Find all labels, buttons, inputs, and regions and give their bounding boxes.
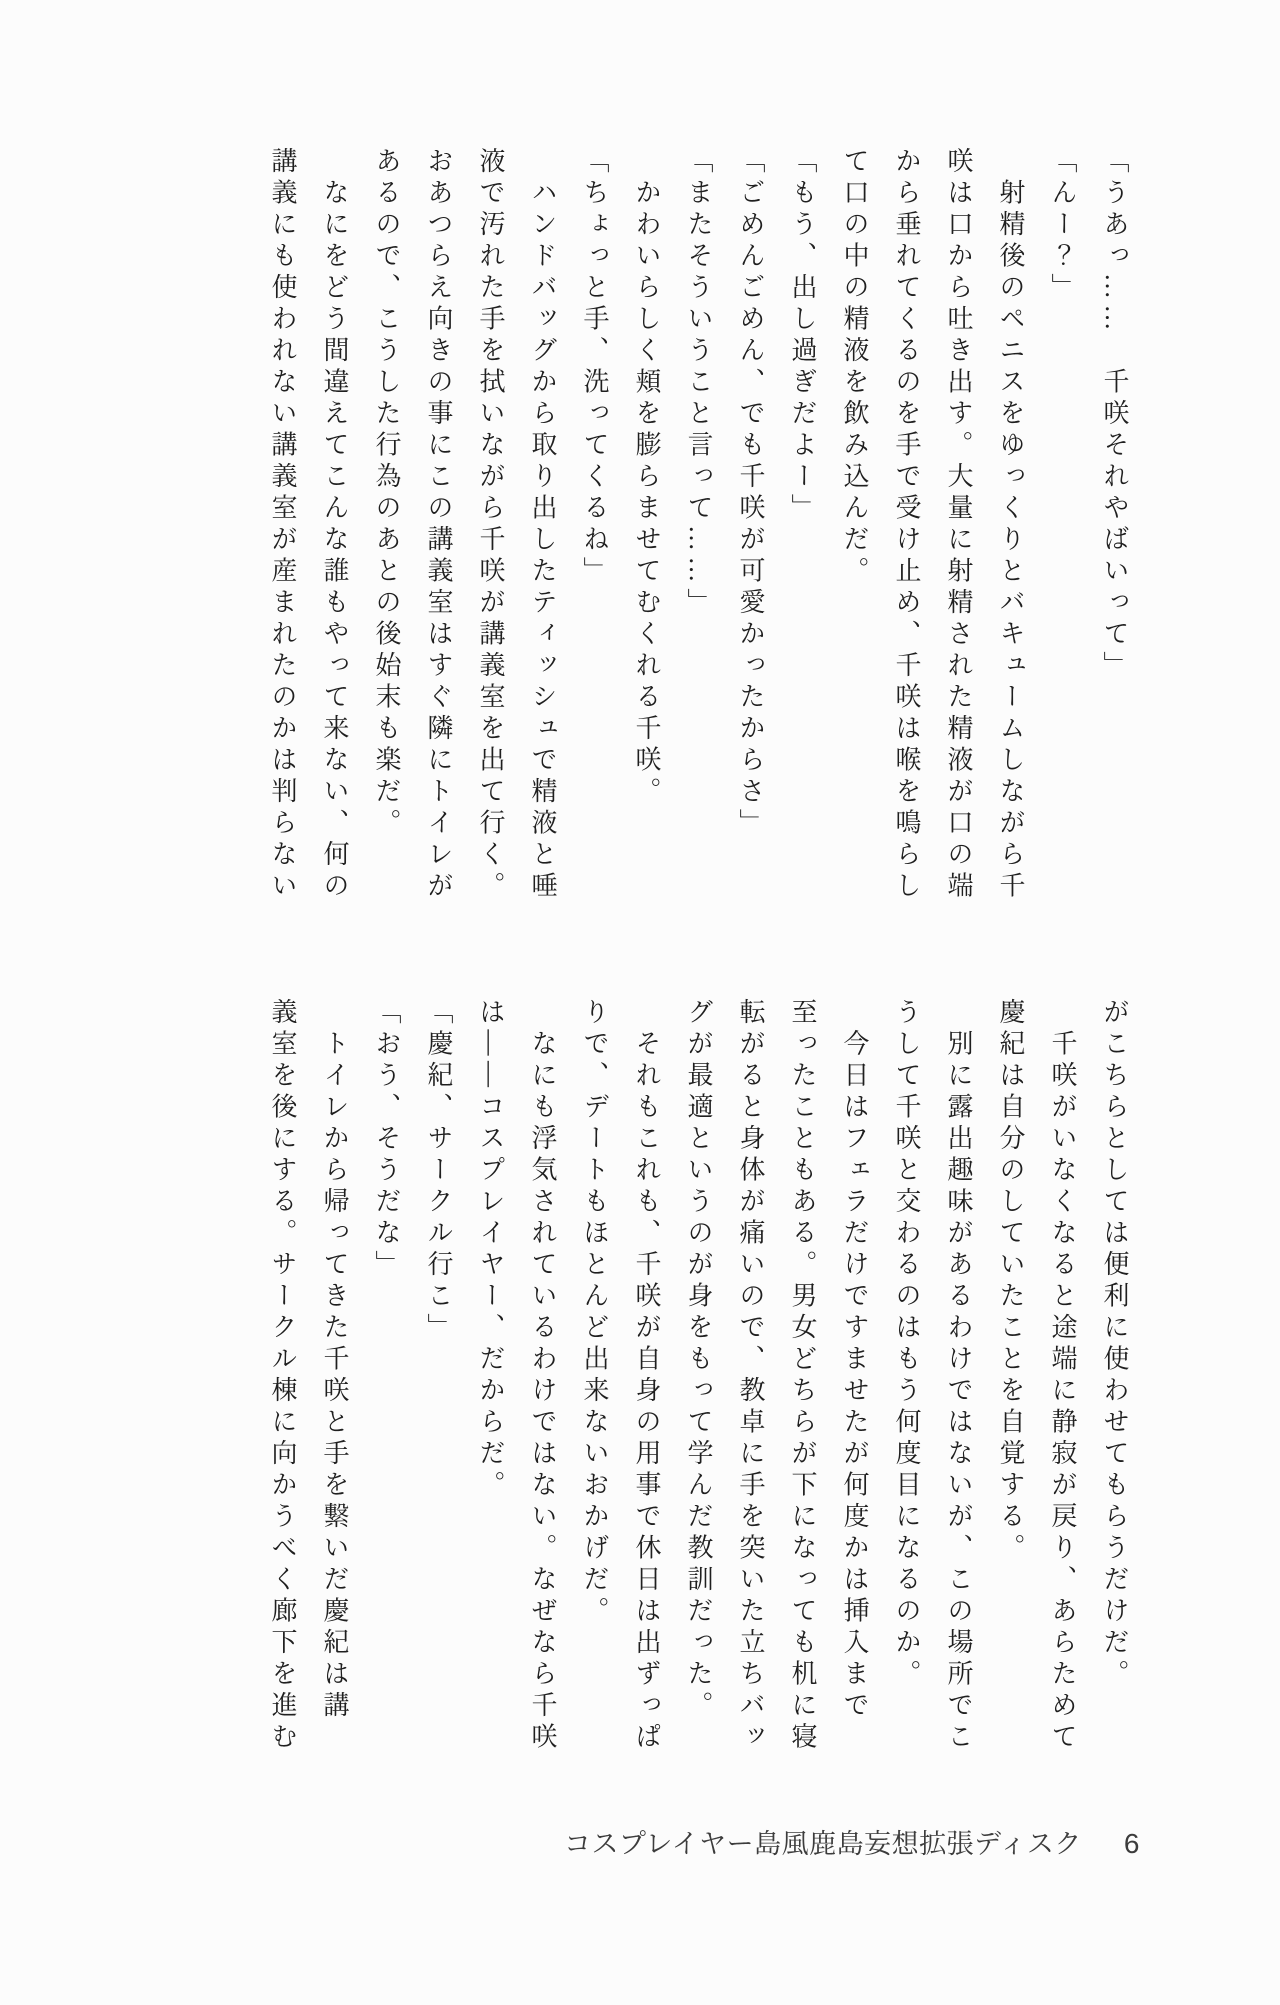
footer-work-title: コスプレイヤー島風鹿島妄想拡張ディスク <box>564 1829 1082 1859</box>
text-column: 「うあっ…… 千咲それやばいって」 <box>1100 147 1129 683</box>
footer-page-number: 6 <box>1123 1828 1140 1859</box>
text-column: 咲は口から吐き出す。大量に射精された精液が口の端 <box>944 147 973 903</box>
text-column: 今日はフェラだけですませたが何度かは挿入まで <box>840 998 869 1723</box>
text-column: 射精後のペニスをゆっくりとバキュームしながら千 <box>996 147 1025 903</box>
text-column: 千咲がいなくなると途端に静寂が戻り、あらためて <box>1048 998 1077 1754</box>
text-column: 別に露出趣味があるわけではないが、この場所でこ <box>944 998 973 1754</box>
text-column: うして千咲と交わるのはもう何度目になるのか。 <box>892 998 921 1691</box>
text-column: りで、デートもほとんど出来ないおかげだ。 <box>580 998 609 1628</box>
text-column: それもこれも、千咲が自身の用事で休日は出ずっぱ <box>632 998 661 1754</box>
text-column: 慶紀は自分のしていたことを自覚する。 <box>996 998 1025 1565</box>
text-column: おあつらえ向きの事にこの講義室はすぐ隣にトイレが <box>424 147 453 903</box>
text-column: 「ごめんごめん、でも千咲が可愛かったからさ」 <box>736 147 765 840</box>
text-column: あるので、こうした行為のあとの後始末も楽だ。 <box>372 147 401 840</box>
text-column: 「ちょっと手、洗ってくるね」 <box>580 147 609 588</box>
text-column: 「んー？」 <box>1048 147 1077 305</box>
text-column: なにも浮気されているわけではない。なぜなら千咲 <box>528 998 557 1754</box>
page-footer <box>564 1822 1140 1861</box>
text-column: トイレから帰ってきた千咲と手を繋いだ慶紀は講 <box>320 998 349 1723</box>
text-column: がこちらとしては便利に使わせてもらうだけだ。 <box>1100 998 1129 1691</box>
text-block-bottom <box>256 998 1140 1756</box>
text-column: 「もう、出し過ぎだよー」 <box>788 147 817 525</box>
text-column: て口の中の精液を飲み込んだ。 <box>840 147 869 588</box>
text-column: 至ったこともある。男女どちらが下になっても机に寝 <box>788 998 817 1754</box>
text-column: は――コスプレイヤー、だからだ。 <box>476 998 505 1502</box>
text-column: 「おう、そうだな」 <box>372 998 401 1282</box>
text-column: 液で汚れた手を拭いながら千咲が講義室を出て行く。 <box>476 147 505 903</box>
text-column: 「慶紀、サークル行こ」 <box>424 998 453 1345</box>
text-column: から垂れてくるのを手で受け止め、千咲は喉を鳴らし <box>892 147 921 903</box>
text-block-top <box>256 147 1140 905</box>
text-column: 義室を後にする。サークル棟に向かうべく廊下を進む <box>268 998 297 1754</box>
text-column: 講義にも使われない講義室が産まれたのかは判らない <box>268 147 297 903</box>
text-column: なにをどう間違えてこんな誰もやって来ない、何の <box>320 147 349 903</box>
text-column: ハンドバッグから取り出したティッシュで精液と唾 <box>528 147 557 903</box>
text-column: 転がると身体が痛いので、教卓に手を突いた立ちバッ <box>736 998 765 1754</box>
text-column: かわいらしく頬を膨らませてむくれる千咲。 <box>632 147 661 809</box>
text-column: 「またそういうこと言って……」 <box>684 147 713 620</box>
text-column: グが最適というのが身をもって学んだ教訓だった。 <box>684 998 713 1723</box>
